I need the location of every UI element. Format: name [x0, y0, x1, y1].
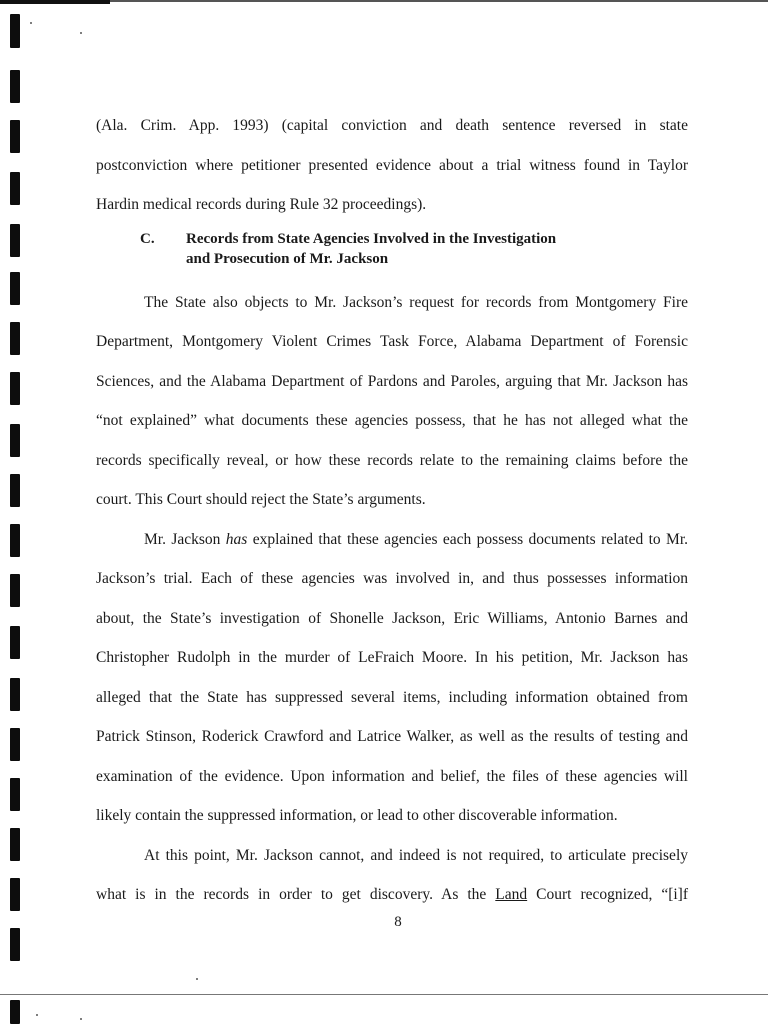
- section-title: [186, 229, 556, 269]
- punch-mark: [10, 474, 20, 507]
- punch-mark: [10, 778, 20, 811]
- text-line: Department, Montgomery Violent Crimes Task Force, Alabama Department of Forensic: [96, 333, 688, 350]
- text-line: Patrick Stinson, Roderick Crawford and Latrice Walker, as well as the results of testing and: [96, 728, 688, 745]
- punch-mark: [10, 728, 20, 761]
- text-line: (Ala. Crim. App. 1993) (capital conviction and death sentence reversed in state: [96, 117, 688, 134]
- text-line: At this point, Mr. Jackson cannot, and indeed is not required, to articulate precisely: [144, 846, 688, 864]
- text-line: alleged that the State has suppressed several items, including information obtained from: [96, 688, 688, 706]
- top-edge-rule: [0, 0, 768, 2]
- punch-mark: [10, 120, 20, 153]
- text-line: about, the State’s investigation of Shonelle Jackson, Eric Williams, Antonio Barnes and: [96, 609, 688, 627]
- paragraph-opening: [96, 106, 688, 225]
- page-number: 8: [394, 914, 402, 930]
- punch-mark: [10, 372, 20, 405]
- punch-mark: [10, 70, 20, 103]
- section-title-line: Records from State Agencies Involved in the Investigation: [186, 230, 557, 247]
- text-line: [96, 520, 688, 560]
- punch-mark: [10, 1000, 20, 1024]
- section-letter: C.: [140, 230, 155, 247]
- paragraph-discovery: [96, 836, 688, 915]
- text-segment: Court recognized, “[i]f: [527, 886, 689, 903]
- punch-mark: [10, 172, 20, 205]
- case-citation-underlined: Land: [495, 886, 528, 903]
- scan-speck: [80, 1018, 82, 1020]
- text-line: postconviction where petitioner presented evidence about a trial witness found in Taylor: [96, 156, 688, 174]
- punch-mark: [10, 524, 20, 557]
- punch-mark: [10, 574, 20, 607]
- paragraph-agencies-objection: [96, 283, 688, 520]
- punch-mark: [10, 14, 20, 48]
- binding-punch-marks: [10, 0, 24, 1024]
- text-line: records specifically reveal, or how these records relate to the remaining claims before the: [96, 451, 688, 469]
- text-line: likely contain the suppressed information, or lead to other discoverable information.: [96, 807, 618, 824]
- bottom-edge-rule: [0, 994, 768, 995]
- punch-mark: [10, 224, 20, 257]
- punch-mark: [10, 626, 20, 659]
- section-title-line: and Prosecution of Mr. Jackson: [186, 250, 389, 267]
- punch-mark: [10, 272, 20, 305]
- paragraph-agencies-explained: [96, 520, 688, 836]
- text-line: “not explained” what documents these agencies possess, that he has not alleged what the: [96, 412, 688, 429]
- scan-speck: [30, 22, 32, 24]
- punch-mark: [10, 878, 20, 911]
- scan-speck: [36, 1014, 38, 1016]
- text-line: examination of the evidence. Upon information and belief, the files of these agencies will: [96, 767, 688, 785]
- text-line: Sciences, and the Alabama Department of Pardons and Paroles, arguing that Mr. Jackson has: [96, 372, 688, 390]
- text-line: Jackson’s trial. Each of these agencies was involved in, and thus possesses information: [96, 570, 688, 587]
- punch-mark: [10, 322, 20, 355]
- section-heading-c: [96, 229, 688, 269]
- punch-mark: [10, 828, 20, 861]
- scan-speck: [80, 32, 82, 34]
- punch-mark: [10, 424, 20, 457]
- text-segment: what is in the records in order to get discovery. As the: [96, 886, 496, 903]
- emphasis-text: has: [225, 530, 248, 548]
- scan-speck: [196, 978, 198, 980]
- punch-mark: [10, 928, 20, 961]
- text-segment: Mr. Jackson: [144, 530, 226, 548]
- text-line: Hardin medical records during Rule 32 proceedings).: [96, 196, 427, 213]
- document-body: [96, 106, 688, 915]
- text-line: Christopher Rudolph in the murder of LeFraich Moore. In his petition, Mr. Jackson has: [96, 649, 688, 666]
- text-line: The State also objects to Mr. Jackson’s request for records from Montgomery Fire: [144, 293, 688, 311]
- punch-mark: [10, 678, 20, 711]
- text-line: [96, 875, 688, 915]
- text-line: court. This Court should reject the State’s arguments.: [96, 491, 426, 508]
- text-segment: explained that these agencies each possess documents related to Mr.: [247, 530, 689, 548]
